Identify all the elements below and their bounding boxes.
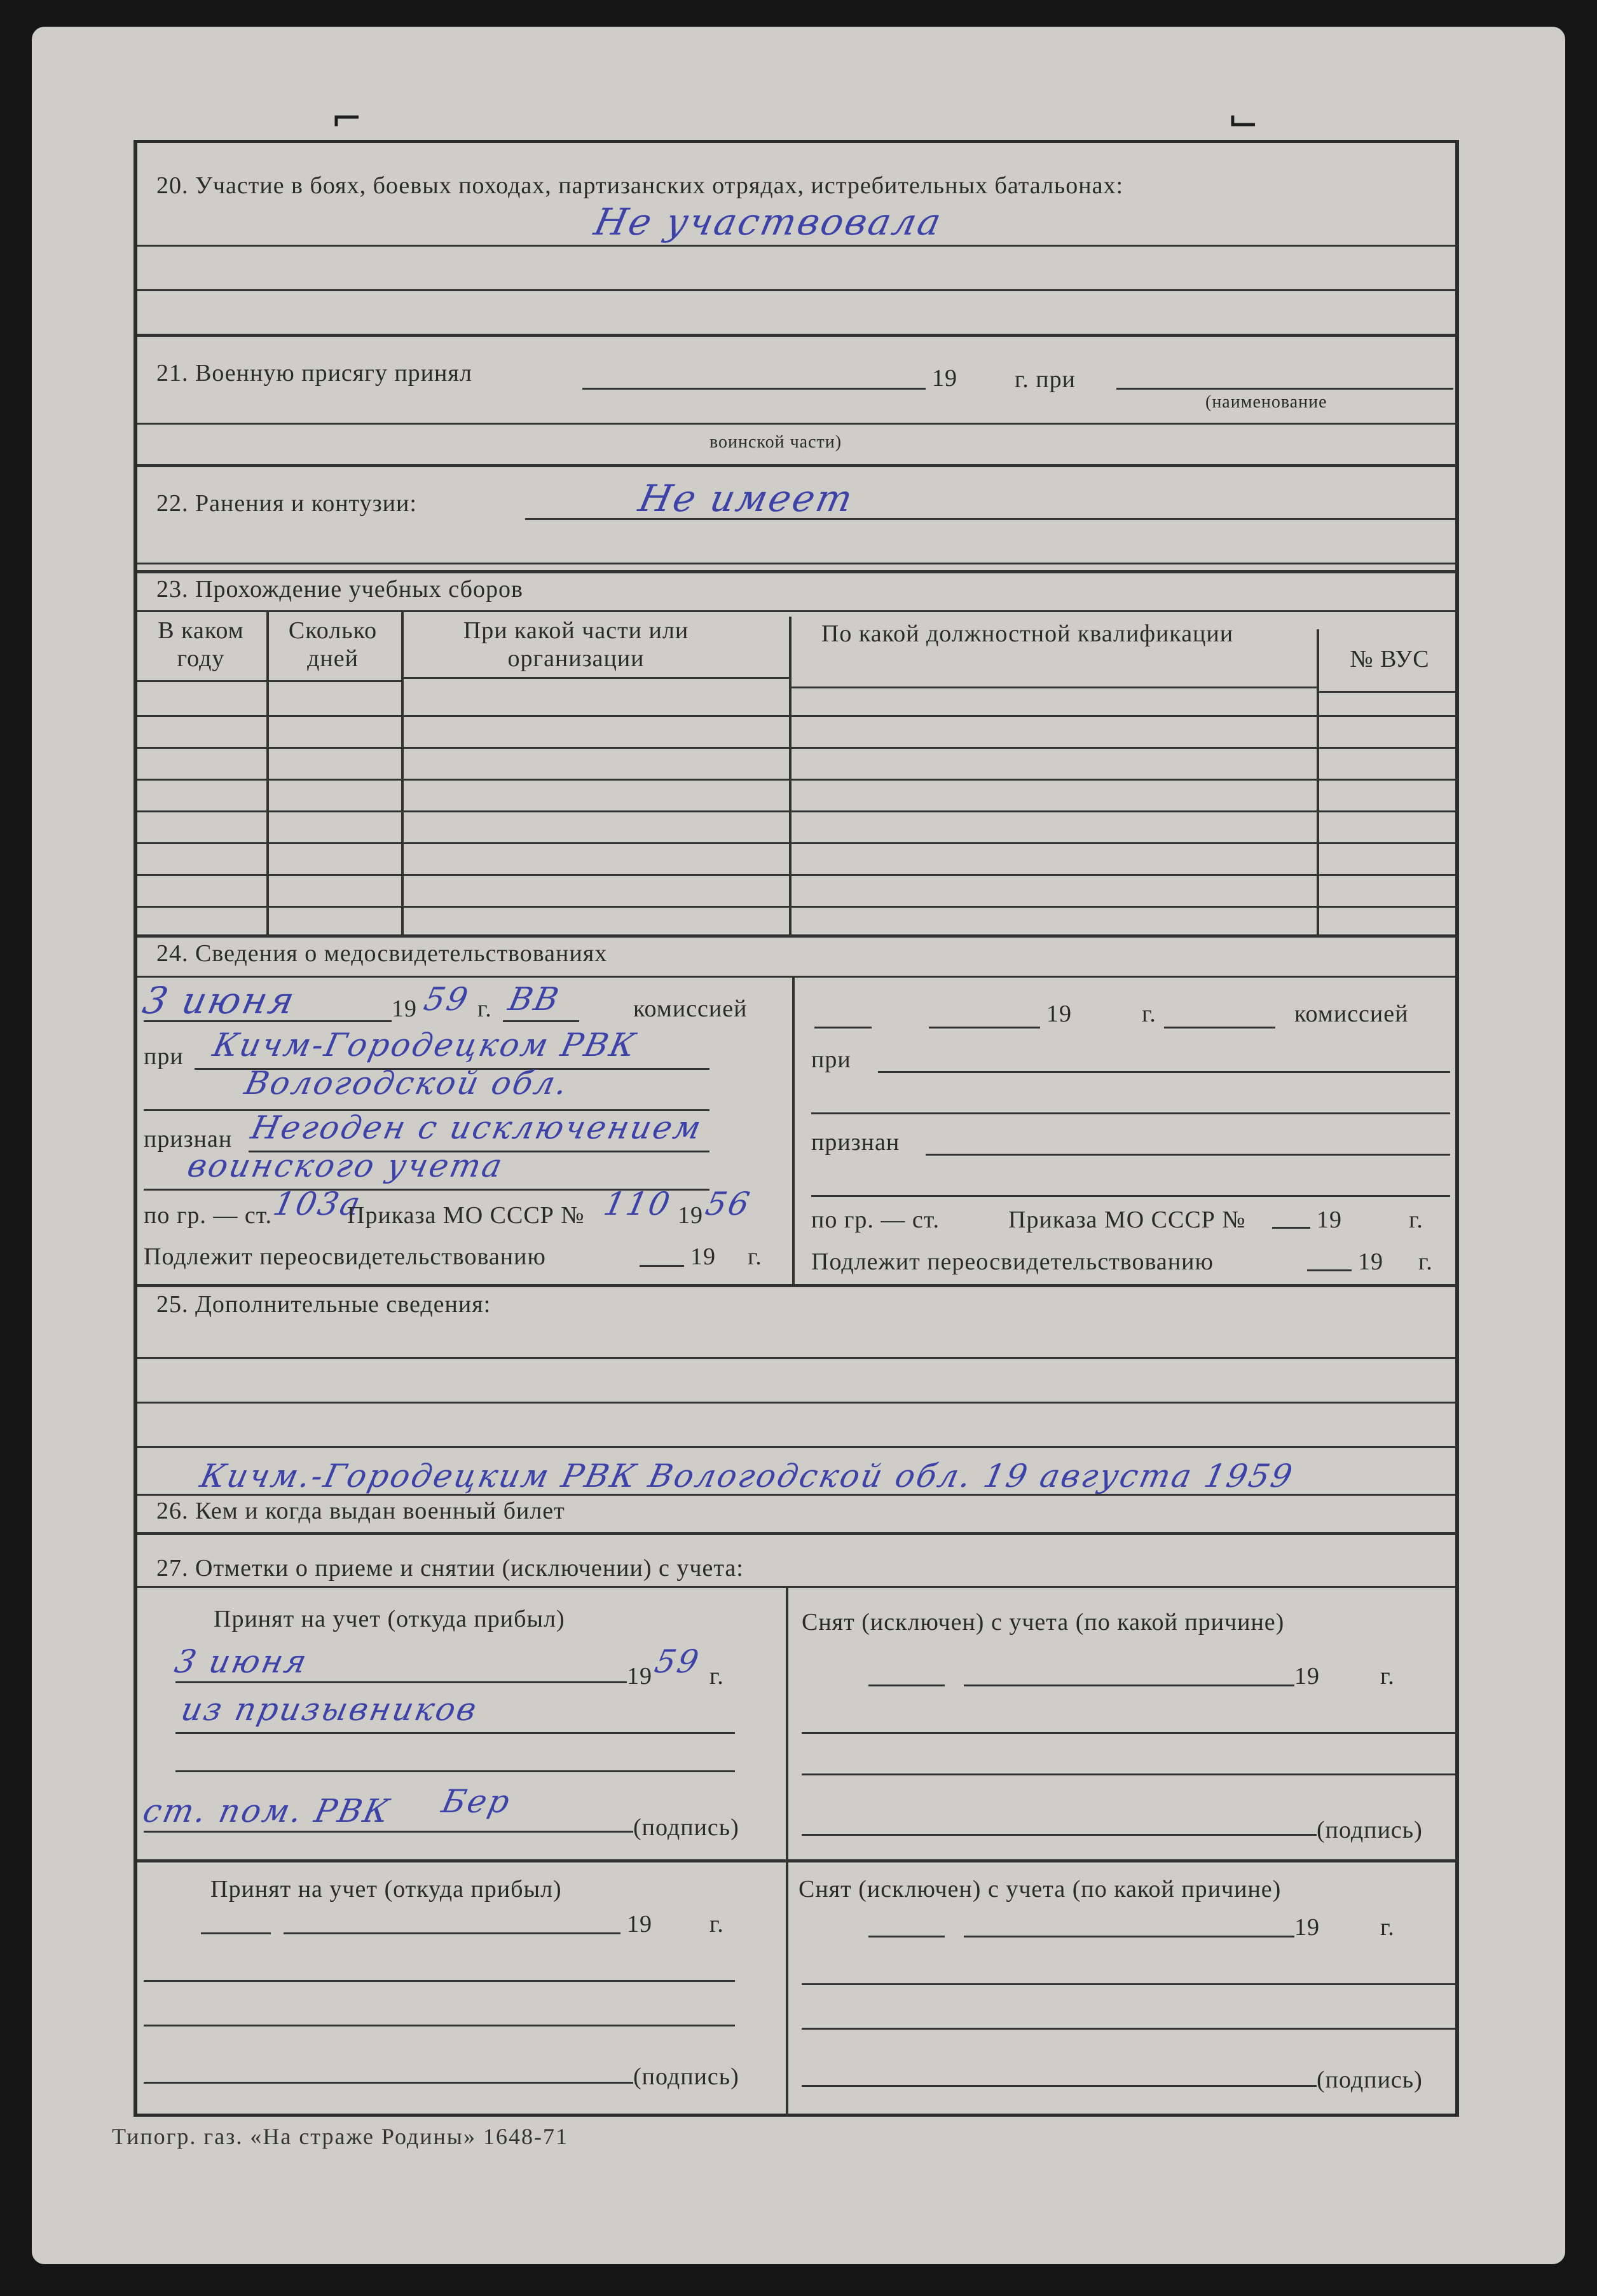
line <box>137 976 1456 978</box>
line <box>525 518 1456 520</box>
s27-block2-right-year: 19 <box>1294 1914 1320 1941</box>
s24-left-priznan: признан <box>144 1126 233 1152</box>
line <box>137 1586 1456 1588</box>
s24-left-year: 59 <box>420 981 473 1018</box>
s24-left-commission-hw: ВВ <box>505 981 564 1018</box>
line <box>137 423 1456 425</box>
line <box>868 1684 945 1686</box>
line <box>878 1071 1450 1073</box>
line <box>137 680 268 682</box>
line <box>1307 1269 1352 1271</box>
line <box>814 1027 872 1028</box>
s27-block1-year-prefix: 19 <box>627 1663 652 1690</box>
s26-label: 26. Кем и когда выдан военный билет <box>156 1498 565 1524</box>
col-header-qualification: По какой должностной квалификации <box>821 620 1234 647</box>
s27-block2-right-g: г. <box>1380 1914 1395 1941</box>
s24-left-g: г. <box>477 995 492 1022</box>
col-header-days: Сколько дней <box>288 617 378 672</box>
line <box>789 687 1317 688</box>
col-divider <box>786 1859 788 2117</box>
line <box>175 1770 735 1772</box>
s21-note2: воинской части) <box>709 432 842 452</box>
line <box>137 810 1456 812</box>
s20-label: 20. Участие в боях, боевых походах, партизанских отрядах, истребительных батальонах: <box>156 172 1124 199</box>
s22-label: 22. Ранения и контузии: <box>156 490 417 517</box>
line <box>926 1154 1450 1156</box>
line <box>137 747 1456 749</box>
line <box>137 906 1456 908</box>
s24-left-year-prefix: 19 <box>392 995 417 1022</box>
s24-left-prikaz-year-hw: 56 <box>702 1186 755 1222</box>
line <box>137 842 1456 844</box>
s24-left-priznan-hw-1: Негоден с исключением <box>247 1109 706 1146</box>
line <box>964 1936 1294 1937</box>
s27-block1-sign: ст. пом. РВК <box>139 1793 395 1829</box>
s21-label: 21. Военную присягу принял <box>156 360 472 386</box>
s23-label: 23. Прохождение учебных сборов <box>156 576 523 603</box>
s24-right-g-after: г. <box>1409 1206 1423 1233</box>
line <box>144 1980 735 1982</box>
s27-block1-right-podpis: (подпись) <box>1317 1817 1423 1843</box>
section-divider <box>137 334 1456 337</box>
line <box>1116 388 1453 390</box>
s24-left-prikaz-hw: 110 <box>600 1186 675 1222</box>
line <box>802 1773 1456 1775</box>
s27-block1-g: г. <box>709 1663 724 1690</box>
s24-right-commission: комиссией <box>1294 1001 1409 1027</box>
s27-block2-accepted-label: Принят на учет (откуда прибыл) <box>210 1876 562 1903</box>
s26-value: Кичм.-Городецким РВК Вологодской обл. 19 августа 1959 <box>196 1458 1298 1494</box>
line <box>802 2028 1456 2030</box>
s21-year: 19 <box>932 365 957 392</box>
col-divider <box>786 1586 788 1862</box>
s24-right-podlezhit-year: 19 <box>1358 1248 1383 1275</box>
s24-right-prikaz: Приказа МО СССР № <box>1008 1206 1246 1233</box>
section-divider <box>137 1859 1456 1862</box>
s27-block1-from: из призывников <box>177 1691 482 1728</box>
s24-left-podlezhit-year: 19 <box>690 1243 716 1270</box>
line <box>802 1834 1317 1836</box>
s24-left-priznan-hw-2: воинского учета <box>184 1147 507 1184</box>
s24-right-po-gr: по гр. — ст. <box>811 1206 940 1233</box>
line <box>137 245 1456 247</box>
s27-block1-right-year: 19 <box>1294 1663 1320 1690</box>
s27-block2-year: 19 <box>627 1911 652 1937</box>
section-divider <box>137 1284 1456 1287</box>
s27-block1-right-g: г. <box>1380 1663 1395 1690</box>
line <box>268 680 401 682</box>
line <box>144 1831 633 1833</box>
section-divider <box>137 464 1456 467</box>
s24-right-podlezhit: Подлежит переосвидетельствованию <box>811 1248 1214 1275</box>
line <box>1272 1227 1310 1229</box>
line <box>868 1936 945 1937</box>
line <box>144 1020 392 1022</box>
s27-block1-signature: Бер <box>438 1783 515 1820</box>
line <box>137 1402 1456 1404</box>
line <box>802 1732 1456 1734</box>
s24-left-commission: комиссией <box>633 995 748 1022</box>
line <box>137 715 1456 717</box>
s24-left-prikaz: Приказа МО СССР № <box>347 1202 585 1229</box>
line <box>144 2025 735 2026</box>
line <box>1317 691 1456 693</box>
line <box>401 677 790 679</box>
line <box>802 2085 1317 2087</box>
line <box>284 1932 620 1934</box>
s27-block2-right-podpis: (подпись) <box>1317 2067 1423 2093</box>
line <box>175 1732 735 1734</box>
line <box>964 1684 1294 1686</box>
s24-left-podlezhit: Подлежит переосвидетельствованию <box>144 1243 546 1270</box>
line <box>802 1983 1456 1985</box>
s27-block1-removed-label: Снят (исключен) с учета (по какой причине) <box>802 1609 1285 1636</box>
s24-left-pri: при <box>144 1043 184 1070</box>
col-header-vus: № ВУС <box>1350 646 1430 673</box>
s24-left-prikaz-year: 19 <box>678 1202 703 1229</box>
line <box>503 1020 579 1022</box>
col-divider <box>789 617 792 934</box>
col-header-year: В каком году <box>158 617 244 672</box>
line <box>811 1112 1450 1114</box>
line <box>137 779 1456 781</box>
s27-block1-date: 3 июня <box>171 1643 312 1680</box>
punch-mark-right: ⌙ <box>1227 97 1259 141</box>
s27-block2-podpis: (подпись) <box>633 2063 739 2090</box>
s27-block2-g: г. <box>709 1911 724 1937</box>
s24-right-priznan: признан <box>811 1129 900 1156</box>
line <box>137 1494 1456 1496</box>
col-header-unit: При какой части или организации <box>463 617 689 672</box>
s27-block1-accepted-label: Принят на учет (откуда прибыл) <box>214 1606 565 1632</box>
s27-label: 27. Отметки о приеме и снятии (исключении) с учета: <box>156 1555 744 1582</box>
s27-block1-year: 59 <box>651 1643 704 1680</box>
punch-mark-left: ⌐ <box>331 97 363 141</box>
line <box>811 1195 1450 1197</box>
s24-label: 24. Сведения о медосвидетельствованиях <box>156 940 608 967</box>
s24-left-st-hw: 103а <box>270 1186 366 1222</box>
line <box>201 1932 271 1934</box>
form-frame <box>134 140 1459 2117</box>
s24-right-g: г. <box>1142 1001 1156 1027</box>
line <box>137 289 1456 291</box>
section-divider <box>137 1532 1456 1535</box>
section-divider <box>137 934 1456 938</box>
s24-left-pri-hw-1: Кичм-Городецком РВК <box>209 1027 641 1063</box>
s24-right-year: 19 <box>1046 1001 1072 1027</box>
s24-left-po-gr: по гр. — ст. <box>144 1202 273 1229</box>
col-divider <box>1317 629 1319 934</box>
line <box>582 388 926 390</box>
col-divider <box>266 610 269 934</box>
s21-g-pri: г. при <box>1015 366 1076 393</box>
section-divider <box>137 570 1456 573</box>
s24-left-date: 3 июня <box>139 979 300 1022</box>
printer-footer: Типогр. газ. «На страже Родины» 1648-71 <box>112 2124 568 2149</box>
col-divider <box>401 610 404 934</box>
line <box>137 874 1456 876</box>
line <box>929 1027 1040 1028</box>
s24-right-prikaz-year: 19 <box>1317 1206 1342 1233</box>
s27-block2-removed-label: Снят (исключен) с учета (по какой причине) <box>798 1876 1282 1903</box>
line <box>137 563 1456 564</box>
line <box>137 1446 1456 1448</box>
s24-right-g2: г. <box>1418 1248 1433 1275</box>
col-divider <box>792 976 795 1284</box>
line <box>1164 1027 1275 1028</box>
line <box>137 610 1456 612</box>
line <box>144 2082 633 2084</box>
s24-right-pri: при <box>811 1046 851 1073</box>
s27-block1-podpis: (подпись) <box>633 1814 739 1841</box>
s24-left-pri-hw-2: Вологодской обл. <box>241 1065 573 1102</box>
s20-value: Не участвовала <box>590 200 947 243</box>
s21-note1: (наименование <box>1205 392 1327 412</box>
line <box>137 1357 1456 1359</box>
line <box>640 1265 684 1267</box>
line <box>175 1681 627 1683</box>
s22-value: Не имеет <box>634 477 858 520</box>
s24-left-g2: г. <box>748 1243 762 1270</box>
s25-label: 25. Дополнительные сведения: <box>156 1291 491 1318</box>
